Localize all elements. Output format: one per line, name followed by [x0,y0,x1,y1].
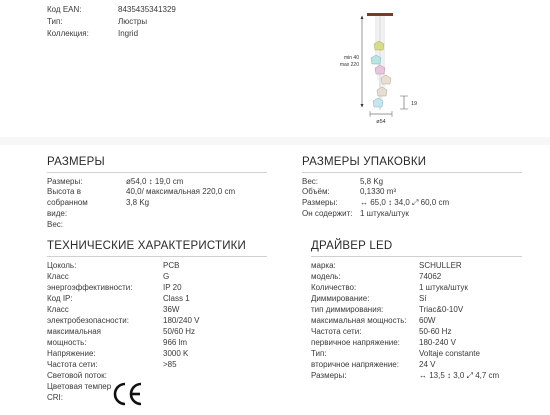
driver-value: 74062 [419,272,442,281]
type-value: Люстры [118,17,148,26]
driver-label: Частота сети: [311,327,362,336]
tech-value: IP 20 [163,283,182,292]
packaging-dimensions-label: Размеры: [302,198,338,207]
tech-label: мощность: [47,338,87,347]
driver-value: Sí [419,294,427,303]
sizes-title-underline [47,172,267,173]
sizes-weight-label: Вес: [47,220,64,229]
driver-value: 180-240 V [419,338,456,347]
height-max-label: max 220 [340,62,359,68]
driver-label: Тип: [311,349,327,358]
driver-value: 24 V [419,360,436,369]
driver-value: 1 штука/штук [419,283,468,292]
packaging-volume-label: Объём: [302,187,330,196]
driver-value: Voltaje constante [419,349,480,358]
tech-value: >85 [163,360,177,369]
sizes-assembled-label: собранном [47,198,88,207]
tech-value: G [163,272,170,281]
packaging-dimensions-value: ↔ 65,0 ↕ 34,0 ⤢ 60,0 cm [360,198,450,207]
tech-value: 966 lm [163,338,188,347]
driver-label: первичное напряжение: [311,338,400,347]
glass-shade [374,41,384,50]
tech-label: Напряжение: [47,349,96,358]
glass-shade [375,65,385,74]
driver-label: Размеры: [311,371,347,380]
packaging-weight-label: Вес: [302,177,319,186]
depth-label: 19 [411,101,418,107]
driver-label: Диммирование: [311,294,370,303]
tech-label: энергоэффективности: [47,283,133,292]
driver-value: Triac&0-10V [419,305,464,314]
tech-label: максимальная [47,327,101,336]
ce-mark-icon [112,381,144,407]
tech-label: Цоколь: [47,261,77,270]
sizes-height-label: Высота в [47,187,81,196]
driver-title: ДРАЙВЕР LED [311,240,393,252]
driver-value: ↔ 13,5 ↕ 3,0 ⤢ 4,7 cm [419,371,500,380]
sizes-height-value: 40,0/ максимальная 220,0 cm [126,187,236,196]
width-label: ø54 [376,119,386,125]
tech-label: Частота сети: [47,360,98,369]
packaging-title: РАЗМЕРЫ УПАКОВКИ [302,156,427,168]
ean-value: 8435435341329 [118,5,176,14]
driver-label: Количество: [311,283,357,292]
collection-value: Ingrid [118,29,139,38]
tech-label: Цветовая темпер [47,382,112,391]
glass-shade [373,98,383,107]
sizes-title: РАЗМЕРЫ [47,156,105,168]
driver-label: вторичное напряжение: [311,360,399,369]
sizes-view-label: виде: [47,209,68,218]
packaging-contents-value: 1 штука/штук [360,209,409,218]
tech-title: ТЕХНИЧЕСКИЕ ХАРАКТЕРИСТИКИ [47,240,247,252]
tech-label: Код IP: [47,294,73,303]
driver-label: максимальная мощность: [311,316,407,325]
driver-title-underline [311,256,522,257]
tech-label: Класс [47,272,69,281]
tech-value: Class 1 [163,294,190,303]
packaging-weight-value: 5,8 Kg [360,177,384,186]
canopy-plate [367,13,393,16]
collection-label: Коллекция: [47,29,89,38]
product-dimension-drawing [340,10,435,130]
height-min-label: min 40 [343,55,359,61]
tech-value: 3000 K [163,349,189,358]
packaging-contents-label: Он содержит: [302,209,353,218]
tech-label: электробезопасности: [47,316,129,325]
sizes-dimensions-value: ø54,0 ↕ 19,0 cm [126,177,184,186]
packaging-volume-value: 0,1330 m³ [360,187,397,196]
driver-value: 50-60 Hz [419,327,452,336]
sizes-weight-value: 3,8 Kg [126,198,150,207]
tech-label: Класс [47,305,69,314]
tech-value: 36W [163,305,180,314]
glass-shade [377,87,387,96]
driver-label: тип диммирования: [311,305,384,314]
tech-value: 50/60 Hz [163,327,196,336]
tech-value: 180/240 V [163,316,200,325]
driver-value: SCHULLER [419,261,462,270]
glass-shade [371,55,381,64]
driver-label: модель: [311,272,341,281]
tech-label: CRI: [47,393,63,402]
driver-value: 60W [419,316,436,325]
driver-label: марка: [311,261,336,270]
tech-value: PCB [163,261,180,270]
sizes-dimensions-label: Размеры: [47,177,83,186]
ean-label: Код EAN: [47,5,82,14]
section-divider [0,137,550,145]
type-label: Тип: [47,17,63,26]
glass-shade [381,75,391,84]
packaging-title-underline [302,172,522,173]
tech-label: Световой поток: [47,371,107,380]
tech-title-underline [47,256,267,257]
